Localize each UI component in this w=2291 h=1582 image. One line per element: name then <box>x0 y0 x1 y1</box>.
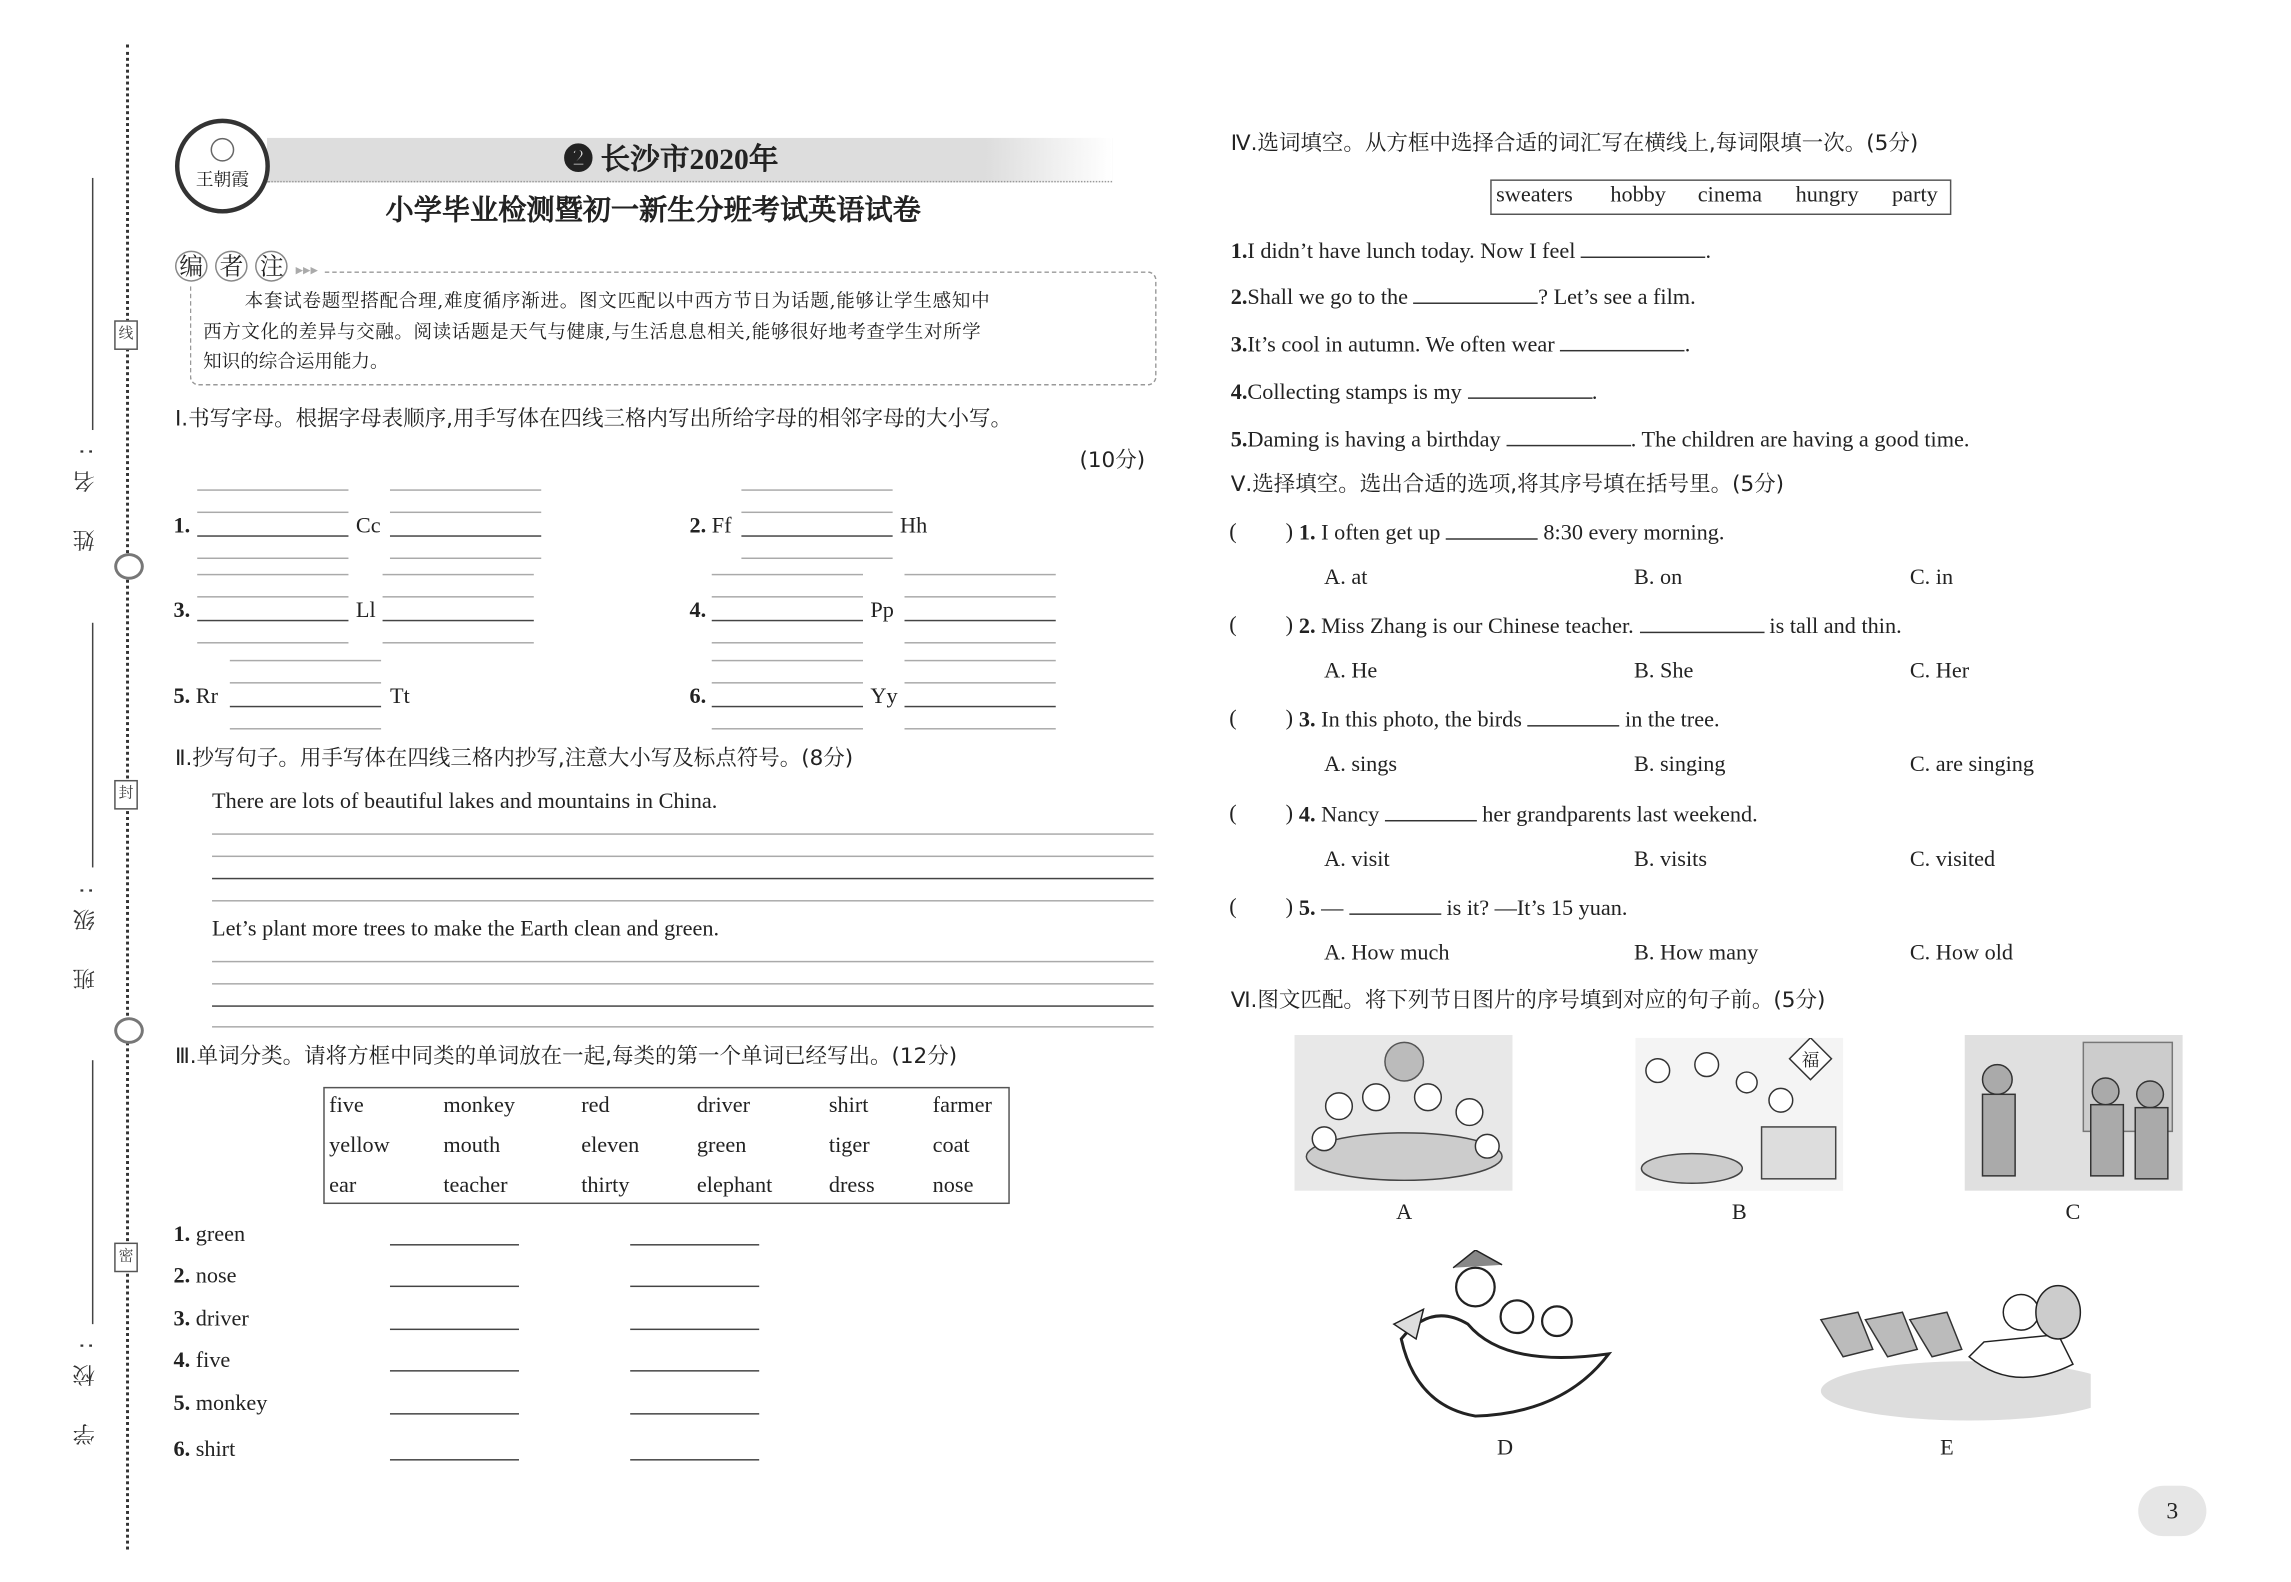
given-letters: Rr <box>195 685 218 709</box>
word-box-word: monkey <box>443 1094 516 1119</box>
seal-mi: 密 <box>114 1243 138 1273</box>
answer-blank[interactable] <box>630 1244 759 1245</box>
word-box-word: five <box>329 1094 364 1119</box>
logo-emblem-icon <box>211 138 235 162</box>
picture-label: B <box>1731 1201 1747 1225</box>
sentence-after: . <box>1705 240 1712 264</box>
section-heading: Ⅵ.图文匹配。将下列节日图片的序号填到对应的句子前。(5分) <box>1230 989 1826 1013</box>
seal-feng: 封 <box>114 780 138 810</box>
given-letters: Tt <box>389 685 410 709</box>
sentence-after: . The children are having a good time. <box>1630 428 1970 453</box>
letter-writing-blank[interactable] <box>905 660 1056 728</box>
classification-item <box>173 1305 248 1335</box>
letter-writing-blank[interactable] <box>712 574 863 642</box>
logo <box>175 119 270 214</box>
picture-a-family-dinner <box>1294 1035 1512 1191</box>
given-letters: Ff <box>711 514 732 539</box>
school-label: 学 校: <box>71 1327 98 1446</box>
item-number: 1. <box>173 514 191 539</box>
item-number: 2. <box>689 514 707 539</box>
letter-writing-blank[interactable] <box>383 574 534 642</box>
answer-blank[interactable] <box>390 1286 519 1287</box>
section-heading: Ⅲ.单词分类。请将方框中同类的单词放在一起,每类的第一个单词已经写出。(12分) <box>174 1045 958 1070</box>
answer-blank <box>1385 799 1477 821</box>
name-label: 姓 名: <box>71 432 98 552</box>
item-number: 1. <box>1298 521 1316 546</box>
question-before: — <box>1321 897 1344 921</box>
classification-item <box>173 1262 236 1292</box>
section-heading: Ⅴ.选择填空。选出合适的选项,将其序号填在括号里。(5分) <box>1230 473 1785 497</box>
word-box-word: yellow <box>329 1134 390 1159</box>
editor-note-line: 西方文化的差异与交融。阅读话题是天气与健康,与生活息息相关,能够很好地考查学生对所学 <box>203 320 982 343</box>
answer-option: A. sings <box>1324 753 1398 777</box>
sentence-before: I didn’t have lunch today. Now I feel <box>1247 240 1576 264</box>
copy-line <box>212 833 1154 834</box>
question <box>1299 799 1758 830</box>
tag-char: 编 <box>175 251 208 282</box>
item-number: 6. <box>173 1438 191 1463</box>
answer-blank[interactable] <box>630 1370 759 1371</box>
item-number: 1. <box>1230 240 1248 264</box>
class-label: 班 级: <box>71 871 98 991</box>
picture-c-halloween <box>1965 1035 2183 1191</box>
classification-item <box>173 1346 230 1376</box>
word-box-word: eleven <box>581 1134 640 1159</box>
word-box-word: driver <box>696 1094 751 1119</box>
category-word: shirt <box>195 1438 236 1463</box>
copy-line <box>212 878 1154 879</box>
four-line-grid-line <box>905 642 1056 643</box>
seal-xian: 线 <box>114 320 138 350</box>
word-box-word: teacher <box>443 1174 508 1199</box>
word-box-word: green <box>696 1134 747 1159</box>
copy-line <box>212 983 1154 984</box>
word-box-word: hungry <box>1795 183 1859 208</box>
given-letters: Yy <box>870 685 898 709</box>
word-box-word: shirt <box>828 1094 869 1119</box>
copy-line <box>212 961 1154 962</box>
classification-item <box>173 1435 235 1465</box>
category-word: nose <box>195 1264 237 1289</box>
picture-label: D <box>1497 1436 1514 1461</box>
four-line-grid-line <box>230 728 381 729</box>
answer-blank[interactable] <box>1467 377 1592 399</box>
given-letters: Cc <box>355 514 381 539</box>
question-before: In this photo, the birds <box>1321 708 1522 733</box>
letter-writing-blank[interactable] <box>390 489 541 557</box>
four-line-grid-line <box>712 728 863 729</box>
answer-blank[interactable] <box>1506 424 1631 446</box>
school-line <box>92 1060 93 1324</box>
fill-in-sentence <box>1231 377 1598 408</box>
answer-option: A. He <box>1324 659 1378 684</box>
question-after: is tall and thin. <box>1769 615 1902 640</box>
answer-blank[interactable] <box>390 1244 519 1245</box>
given-letters: Ll <box>355 599 376 623</box>
letter-writing-blank[interactable] <box>197 574 348 642</box>
four-line-grid-line <box>390 558 541 559</box>
word-box-word: red <box>581 1094 610 1119</box>
item-number: 5. <box>173 685 191 709</box>
answer-option: C. Her <box>1909 659 1970 684</box>
section-heading: Ⅱ.抄写句子。用手写体在四线三格内抄写,注意大小写及标点符号。(8分) <box>174 747 854 772</box>
question <box>1299 611 1902 642</box>
word-box-word: mouth <box>443 1134 501 1159</box>
logo-text: 王朝霞 <box>195 169 250 190</box>
answer-option: A. How much <box>1324 941 1450 966</box>
item-number: 5. <box>173 1392 191 1417</box>
word-box-word: tiger <box>828 1134 870 1159</box>
answer-option: B. She <box>1634 659 1694 684</box>
fill-in-sentence <box>1231 329 1691 360</box>
sentence-after: . <box>1684 333 1691 358</box>
picture-d-dragon-boat <box>1386 1250 1620 1428</box>
answer-option: B. singing <box>1634 753 1726 777</box>
copy-sentence: There are lots of beautiful lakes and mountains in China. <box>212 790 718 815</box>
fill-in-sentence <box>1231 236 1711 267</box>
category-word: monkey <box>195 1392 268 1417</box>
answer-bracket[interactable]: ( ) <box>1229 895 1294 920</box>
category-word: five <box>195 1349 231 1374</box>
item-number: 4. <box>689 599 707 623</box>
answer-bracket[interactable]: ( ) <box>1229 520 1294 545</box>
item-number: 2. <box>1298 615 1316 640</box>
arrow-icon: ▸▸▸ <box>295 262 318 279</box>
name-line <box>92 178 93 430</box>
answer-option: A. at <box>1324 566 1368 591</box>
answer-bracket[interactable]: ( ) <box>1229 613 1294 638</box>
word-box-word: thirty <box>581 1174 630 1199</box>
answer-option: B. visits <box>1634 848 1707 872</box>
item-number: 3. <box>173 1307 191 1332</box>
section-heading: Ⅰ.书写字母。根据字母表顺序,用手写体在四线三格内写出所给字母的相邻字母的大小写。 <box>174 407 1013 432</box>
four-line-grid-line <box>197 558 348 559</box>
question-after: in the tree. <box>1625 708 1720 733</box>
answer-blank[interactable] <box>390 1329 519 1330</box>
letter-writing-blank[interactable] <box>712 660 863 728</box>
word-box-word: cinema <box>1697 183 1763 208</box>
item-number: 3. <box>173 599 191 623</box>
four-line-grid-line <box>741 558 892 559</box>
copy-line <box>212 1005 1154 1006</box>
category-word: driver <box>195 1307 249 1332</box>
word-box-word: nose <box>932 1174 974 1199</box>
title-text: 长沙市2020年 <box>600 143 779 177</box>
letter-writing-blank[interactable] <box>905 574 1056 642</box>
picture-b-spring-festival <box>1636 1038 1844 1191</box>
sentence-before: Daming is having a birthday <box>1247 428 1501 453</box>
given-letters: Pp <box>870 599 894 623</box>
four-line-grid-line <box>712 642 863 643</box>
item-2 <box>690 512 732 542</box>
answer-bracket[interactable]: ( ) <box>1229 707 1294 732</box>
fill-in-sentence <box>1231 282 1696 313</box>
editor-note-line: 本套试卷题型搭配合理,难度循序渐进。图文匹配以中西方节日为话题,能够让学生感知中 <box>244 289 991 312</box>
item-number: 2. <box>173 1264 191 1289</box>
item-number: 4. <box>173 1349 191 1374</box>
page-title <box>563 142 778 178</box>
question-after: is it? —It’s 15 yuan. <box>1446 897 1628 921</box>
question <box>1299 704 1720 735</box>
answer-blank[interactable] <box>1560 329 1685 351</box>
answer-blank <box>1349 893 1441 915</box>
answer-blank[interactable] <box>390 1370 519 1371</box>
item-number: 5. <box>1298 897 1316 921</box>
four-line-grid-line <box>905 728 1056 729</box>
answer-option: C. in <box>1909 566 1954 591</box>
question-before: Miss Zhang is our Chinese teacher. <box>1321 615 1634 640</box>
margin-ornament-icon <box>114 553 144 580</box>
question <box>1299 893 1628 924</box>
sentence-after: ? Let’s see a film. <box>1538 286 1696 310</box>
four-line-grid-line <box>197 642 348 643</box>
item-number: 2. <box>1230 286 1248 310</box>
sentence-before: Shall we go to the <box>1247 286 1409 310</box>
sentence-after: . <box>1591 381 1598 405</box>
word-box-word: sweaters <box>1496 183 1573 208</box>
question <box>1299 517 1724 548</box>
tag-char: 注 <box>255 251 288 282</box>
word-box-word: ear <box>329 1174 357 1199</box>
answer-blank[interactable] <box>630 1413 759 1414</box>
item-number: 3. <box>1298 708 1316 733</box>
title-number: ❷ <box>563 143 594 177</box>
four-line-grid-line <box>383 642 534 643</box>
answer-blank[interactable] <box>630 1286 759 1287</box>
answer-option: B. on <box>1634 566 1683 591</box>
answer-blank[interactable] <box>630 1329 759 1330</box>
question-after: 8:30 every morning. <box>1543 521 1725 546</box>
word-box-word: hobby <box>1610 183 1666 208</box>
answer-bracket[interactable]: ( ) <box>1229 802 1294 826</box>
answer-blank <box>1639 611 1764 633</box>
copy-line <box>212 900 1154 901</box>
class-line <box>92 623 93 868</box>
item-number: 3. <box>1230 333 1248 358</box>
classification-item <box>173 1220 245 1250</box>
editor-note-line: 知识的综合运用能力。 <box>203 349 389 373</box>
question-before: Nancy <box>1321 803 1380 828</box>
answer-option: B. How many <box>1634 941 1759 966</box>
letter-writing-blank[interactable] <box>741 489 892 557</box>
letter-writing-blank[interactable] <box>197 489 348 557</box>
page-subtitle: 小学毕业检测暨初一新生分班考试英语试卷 <box>385 194 921 227</box>
classification-item <box>173 1389 267 1419</box>
item-number: 5. <box>1230 428 1248 453</box>
answer-option: C. visited <box>1909 848 1996 872</box>
question-after: her grandparents last weekend. <box>1482 803 1758 828</box>
given-letters: Hh <box>900 514 928 539</box>
copy-line <box>212 856 1154 857</box>
answer-blank <box>1528 704 1620 726</box>
answer-blank[interactable] <box>1414 282 1539 304</box>
answer-option: C. are singing <box>1909 753 2035 777</box>
page-number: 3 <box>2166 1499 2179 1525</box>
item-number: 1. <box>173 1223 191 1248</box>
answer-blank[interactable] <box>630 1459 759 1460</box>
word-box-word: coat <box>932 1134 970 1159</box>
section-heading: Ⅳ.选词填空。从方框中选择合适的词汇写在横线上,每词限填一次。(5分) <box>1230 131 1919 156</box>
answer-blank[interactable] <box>1581 236 1706 258</box>
word-box-word: dress <box>828 1174 875 1199</box>
word-box-word: elephant <box>696 1174 773 1199</box>
answer-blank[interactable] <box>390 1459 519 1460</box>
item-number: 4. <box>1298 803 1316 828</box>
fill-in-sentence <box>1231 424 1970 455</box>
item-5 <box>173 682 217 712</box>
answer-blank[interactable] <box>390 1413 519 1414</box>
letter-writing-blank[interactable] <box>230 660 381 728</box>
margin-ornament-icon <box>114 1017 144 1044</box>
picture-label: E <box>1940 1436 1954 1461</box>
copy-sentence: Let’s plant more trees to make the Earth clean and green. <box>212 917 720 942</box>
fu-sign: 福 <box>1801 1050 1820 1071</box>
question-before: I often get up <box>1321 521 1441 546</box>
category-word: green <box>195 1223 246 1248</box>
tag-char: 者 <box>215 251 248 282</box>
picture-label: A <box>1396 1201 1413 1225</box>
picture-label: C <box>2065 1201 2081 1225</box>
sentence-before: Collecting stamps is my <box>1247 381 1462 405</box>
sentence-before: It’s cool in autumn. We often wear <box>1247 333 1555 358</box>
section-score: (10分) <box>1079 449 1146 474</box>
word-box <box>323 1087 1010 1204</box>
word-box-word: farmer <box>932 1094 992 1119</box>
item-number: 6. <box>689 685 707 709</box>
word-box-word: party <box>1892 183 1938 208</box>
copy-line <box>212 1026 1154 1027</box>
answer-blank <box>1446 517 1538 539</box>
editor-note-tag <box>175 252 324 286</box>
item-number: 4. <box>1230 381 1248 405</box>
picture-e-christmas-sleigh <box>1806 1275 2091 1423</box>
answer-option: A. visit <box>1324 848 1390 872</box>
answer-option: C. How old <box>1909 941 2014 966</box>
